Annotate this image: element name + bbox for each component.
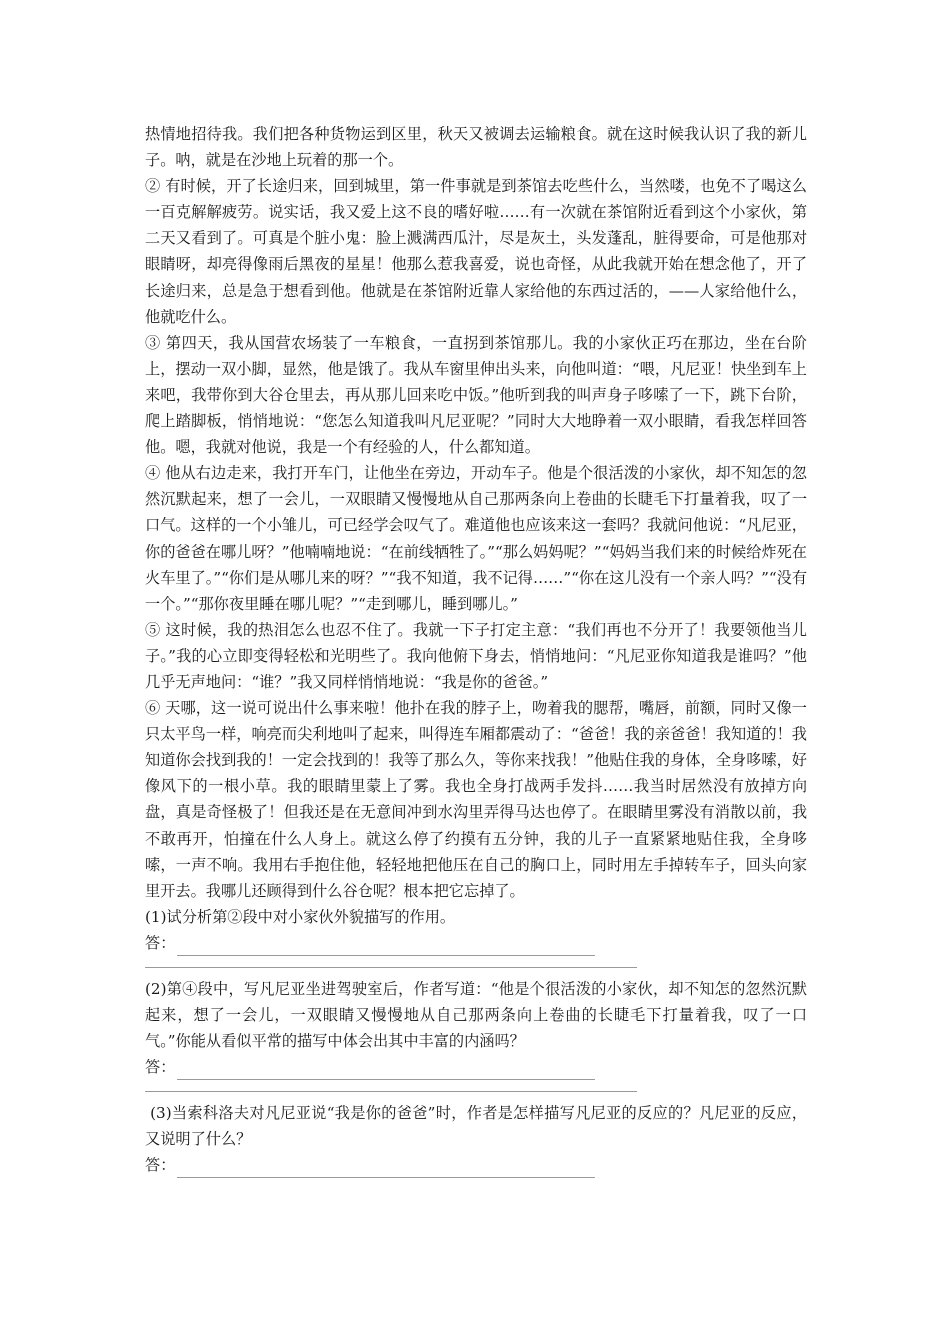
question-1-answer	[145, 930, 807, 956]
question-3-text: (3)当索科洛夫对凡尼亚说“我是你的爸爸”时，作者是怎样描写凡尼亚的反应的？凡尼亚的反应，又说明了什么？	[145, 1104, 807, 1149]
answer-line[interactable]	[177, 1062, 595, 1080]
question-2	[145, 976, 807, 1092]
answer-label: 答：	[145, 1058, 176, 1077]
passage-paragraph-6: ⑥ 天哪，这一说可说出什么事来啦！他扑在我的脖子上，吻着我的腮帮，嘴唇，前额，同时又像一只太平鸟一样，响亮而尖利地叫了起来，叫得连车厢都震动了：“爸爸！我的亲爸爸！我知道的！我知道你会找到我的！一定会找到的！我等了那么久，等你来找我！”他贴住我的身体，全身哆嗦，好像风下的一根小草。我的眼睛里蒙上了雾。我也全身打战两手发抖……我当时居然没有放掉方向盘，真是奇怪极了！但我还是在无意间冲到水沟里弄得马达也停了。在眼睛里雾没有消散以前，我不敢再开，怕撞在什么人身上。就这么停了约摸有五分钟，我的儿子一直紧紧地贴住我，全身哆嗦，一声不响。我用右手抱住他，轻轻地把他压在自己的胸口上，同时用左手掉转车子，回头向家里开去。我哪儿还顾得到什么谷仓呢？根本把它忘掉了。	[145, 699, 807, 900]
question-1	[145, 904, 807, 968]
answer-line[interactable]	[177, 938, 595, 956]
answer-line[interactable]	[177, 1160, 595, 1178]
passage-paragraph-4: ④ 他从右边走来，我打开车门，让他坐在旁边，开动车子。他是个很活泼的小家伙，却不知怎的忽然沉默起来，想了一会儿，一双眼睛又慢慢地从自己那两条向上卷曲的长睫毛下打量着我，叹了一口气。这样的一个小雏儿，可已经学会叹气了。难道他也应该来这一套吗？我就问他说：“凡尼亚，你的爸爸在哪儿呀？”他喃喃地说：“在前线牺牲了。”“那么妈妈呢？”“妈妈当我们来的时候给炸死在火车里了。”“你们是从哪儿来的呀？”“我不知道，我不记得……”“你在这儿没有一个亲人吗？”“没有一个。”“那你夜里睡在哪儿呢？”“走到哪儿，睡到哪儿。”	[145, 464, 808, 613]
question-2-answer	[145, 1054, 807, 1080]
passage-paragraph-5: ⑤ 这时候，我的热泪怎么也忍不住了。我就一下子打定主意：“我们再也不分开了！我要领他当儿子。”我的心立即变得轻松和光明些了。我向他俯下身去，悄悄地问：“凡尼亚你知道我是谁吗？”他几乎无声地问：“谁？”我又同样悄悄地说：“我是你的爸爸。”	[145, 620, 807, 691]
passage-paragraph-intro: 热情地招待我。我们把各种货物运到区里，秋天又被调去运输粮食。就在这时候我认识了我的新儿子。呐，就是在沙地上玩着的那一个。	[145, 125, 807, 170]
question-3	[145, 1100, 807, 1178]
passage-paragraph-2: ② 有时候，开了长途归来，回到城里，第一件事就是到茶馆去吃些什么，当然喽，也免不了喝这么一百克解解疲劳。说实话，我又爱上这不良的嗜好啦……有一次就在茶馆附近看到这个小家伙，第二天又看到了。可真是个脏小鬼：脸上溅满西瓜汁，尽是灰土，头发蓬乱，脏得要命，可是他那对眼睛呀，却亮得像雨后黑夜的星星！他那么惹我喜爱，说也奇怪，从此我就开始在想念他了，开了长途归来，总是急于想看到他。他就是在茶馆附近靠人家给他的东西过活的，——人家给他什么，他就吃什么。	[145, 177, 807, 326]
answer-rule	[145, 967, 637, 968]
document-content	[145, 121, 807, 1178]
answer-label: 答：	[145, 1156, 176, 1175]
answer-label: 答：	[145, 933, 176, 952]
question-2-text: (2)第④段中，写凡尼亚坐进驾驶室后，作者写道：“他是个很活泼的小家伙，却不知怎的忽然沉默起来，想了一会儿，一双眼睛又慢慢地从自己那两条向上卷曲的长睫毛下打量着我，叹了一口气。”你能从看似平常的描写中体会出其中丰富的内涵吗？	[145, 979, 807, 1051]
question-1-text: (1)试分析第②段中对小家伙外貌描写的作用。	[145, 907, 456, 926]
passage-paragraph-3: ③ 第四天，我从国营农场装了一车粮食，一直拐到茶馆那儿。我的小家伙正巧在那边，坐在台阶上，摆动一双小脚，显然，他是饿了。我从车窗里伸出头来，向他叫道：“喂，凡尼亚！快坐到车上来吧，我带你到大谷仓里去，再从那儿回来吃中饭。”他听到我的叫声身子哆嗦了一下，跳下台阶，爬上踏脚板，悄悄地说：“您怎么知道我叫凡尼亚呢？”同时大大地睁着一双小眼睛，看我怎样回答他。嗯，我就对他说，我是一个有经验的人，什么都知道。	[145, 333, 807, 457]
question-3-answer	[145, 1152, 807, 1178]
answer-rule	[145, 1091, 637, 1092]
